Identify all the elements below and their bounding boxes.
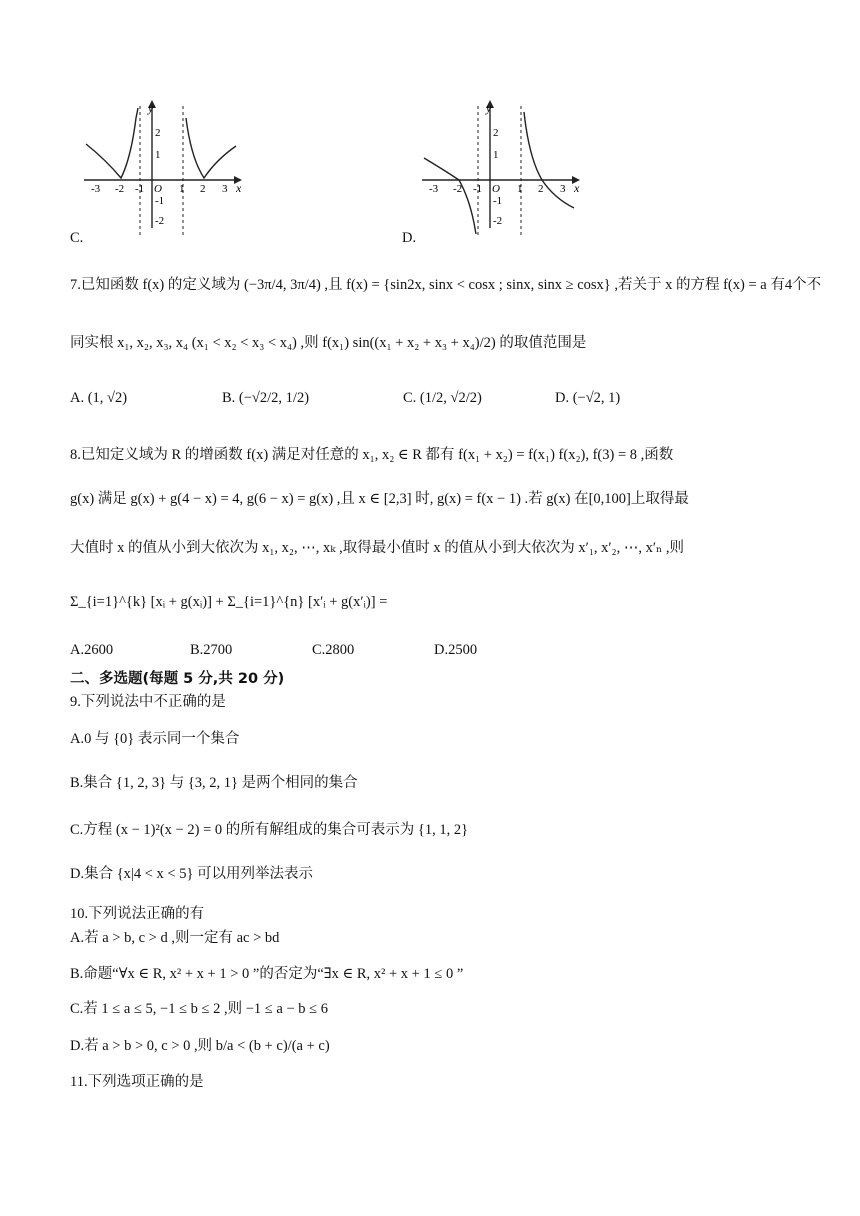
tick-x: 3 — [560, 183, 566, 195]
tick-y: -2 — [493, 215, 503, 227]
graph-c-label: C. — [70, 230, 84, 246]
tick-y: -2 — [155, 215, 165, 227]
q8-line1: 8.已知定义域为 R 的增函数 f(x) 满足对任意的 x₁, x₂ ∈ R 都有 f(x₁ + x₂) = f(x₁) f(x₂), f(3) = 8 ,函数 — [70, 447, 674, 463]
q7-option-c: C. (1/2, √2/2) — [403, 390, 482, 406]
q10-option-d: D.若 a > b > 0, c > 0 ,则 b/a < (b + c)/(a + c) — [70, 1038, 330, 1054]
tick-x: -1 — [135, 183, 145, 195]
q9-option-c: C.方程 (x − 1)²(x − 2) = 0 的所有解组成的集合可表示为 {1, 1, 2} — [70, 822, 469, 838]
tick-x: O — [492, 183, 500, 195]
q10-option-c: C.若 1 ≤ a ≤ 5, −1 ≤ b ≤ 2 ,则 −1 ≤ a − b ≤ 6 — [70, 1001, 328, 1017]
q7-line1: 7.已知函数 f(x) 的定义域为 (−3π/4, 3π/4) ,且 f(x) = {sin2x, sinx < cosx ; sinx, sinx ≥ cosx} ,若关于 x 的方程 f(x) = a 有4个不 — [70, 277, 822, 293]
y-axis-label: y — [148, 101, 154, 115]
q10-stem: 10.下列说法正确的有 — [70, 906, 205, 922]
tick-x: 3 — [222, 183, 228, 195]
tick-x: O — [154, 183, 162, 195]
tick-y: 2 — [155, 127, 161, 139]
q11-stem: 11.下列选项正确的是 — [70, 1074, 204, 1090]
q9-option-d: D.集合 {x|4 < x < 5} 可以用列举法表示 — [70, 866, 314, 882]
q8-line2: g(x) 满足 g(x) + g(4 − x) = 4, g(6 − x) = g(x) ,且 x ∈ [2,3] 时, g(x) = f(x − 1) .若 g(x) 在[0,100]上取得最 — [70, 491, 689, 507]
tick-x: 2 — [538, 183, 544, 195]
graph-d-label: D. — [402, 230, 417, 246]
q7-option-d: D. (−√2, 1) — [555, 390, 621, 406]
tick-x: 1 — [517, 183, 523, 195]
graph-c — [76, 98, 246, 240]
tick-y: 1 — [493, 149, 499, 161]
q9-option-a: A.0 与 {0} 表示同一个集合 — [70, 731, 240, 747]
x-axis-label: x — [574, 181, 580, 195]
tick-x: -2 — [115, 183, 125, 195]
y-axis-label: y — [486, 101, 492, 115]
tick-y: 2 — [493, 127, 499, 139]
tick-y: 1 — [155, 149, 161, 161]
q8-option-a: A.2600 — [70, 642, 114, 658]
graph-d — [414, 98, 584, 240]
tick-x: 1 — [179, 183, 185, 195]
tick-x: -2 — [453, 183, 463, 195]
tick-x: 2 — [200, 183, 206, 195]
tick-x: -3 — [91, 183, 101, 195]
q8-option-d: D.2500 — [434, 642, 478, 658]
tick-y: -1 — [493, 195, 503, 207]
q7-line2: 同实根 x₁, x₂, x₃, x₄ (x₁ < x₂ < x₃ < x₄) ,则 f(x₁) sin((x₁ + x₂ + x₃ + x₄)/2) 的取值范围是 — [70, 335, 587, 351]
q10-option-a: A.若 a > b, c > d ,则一定有 ac > bd — [70, 930, 280, 946]
tick-y: -1 — [155, 195, 165, 207]
q8-line3: 大值时 x 的值从小到大依次为 x₁, x₂, ⋯, xₖ ,取得最小值时 x 的值从小到大依次为 x′₁, x′₂, ⋯, x′ₙ ,则 — [70, 540, 685, 556]
tick-x: -1 — [473, 183, 483, 195]
q10-option-b: B.命题“∀x ∈ R, x² + x + 1 > 0 ”的否定为“∃x ∈ R, x² + x + 1 ≤ 0 ” — [70, 966, 464, 982]
q8-option-c: C.2800 — [312, 642, 355, 658]
q9-option-b: B.集合 {1, 2, 3} 与 {3, 2, 1} 是两个相同的集合 — [70, 775, 358, 791]
q8-option-b: B.2700 — [190, 642, 233, 658]
section-heading: 二、多选题(每题 5 分,共 20 分) — [70, 671, 285, 687]
x-axis-label: x — [236, 181, 242, 195]
q7-option-a: A. (1, √2) — [70, 390, 128, 406]
tick-x: -3 — [429, 183, 439, 195]
q9-stem: 9.下列说法中不正确的是 — [70, 694, 226, 710]
q7-option-b: B. (−√2/2, 1/2) — [222, 390, 310, 406]
q8-sum-expression: Σ_{i=1}^{k} [xᵢ + g(xᵢ)] + Σ_{i=1}^{n} [x′ᵢ + g(x′ᵢ)] = — [70, 594, 388, 610]
